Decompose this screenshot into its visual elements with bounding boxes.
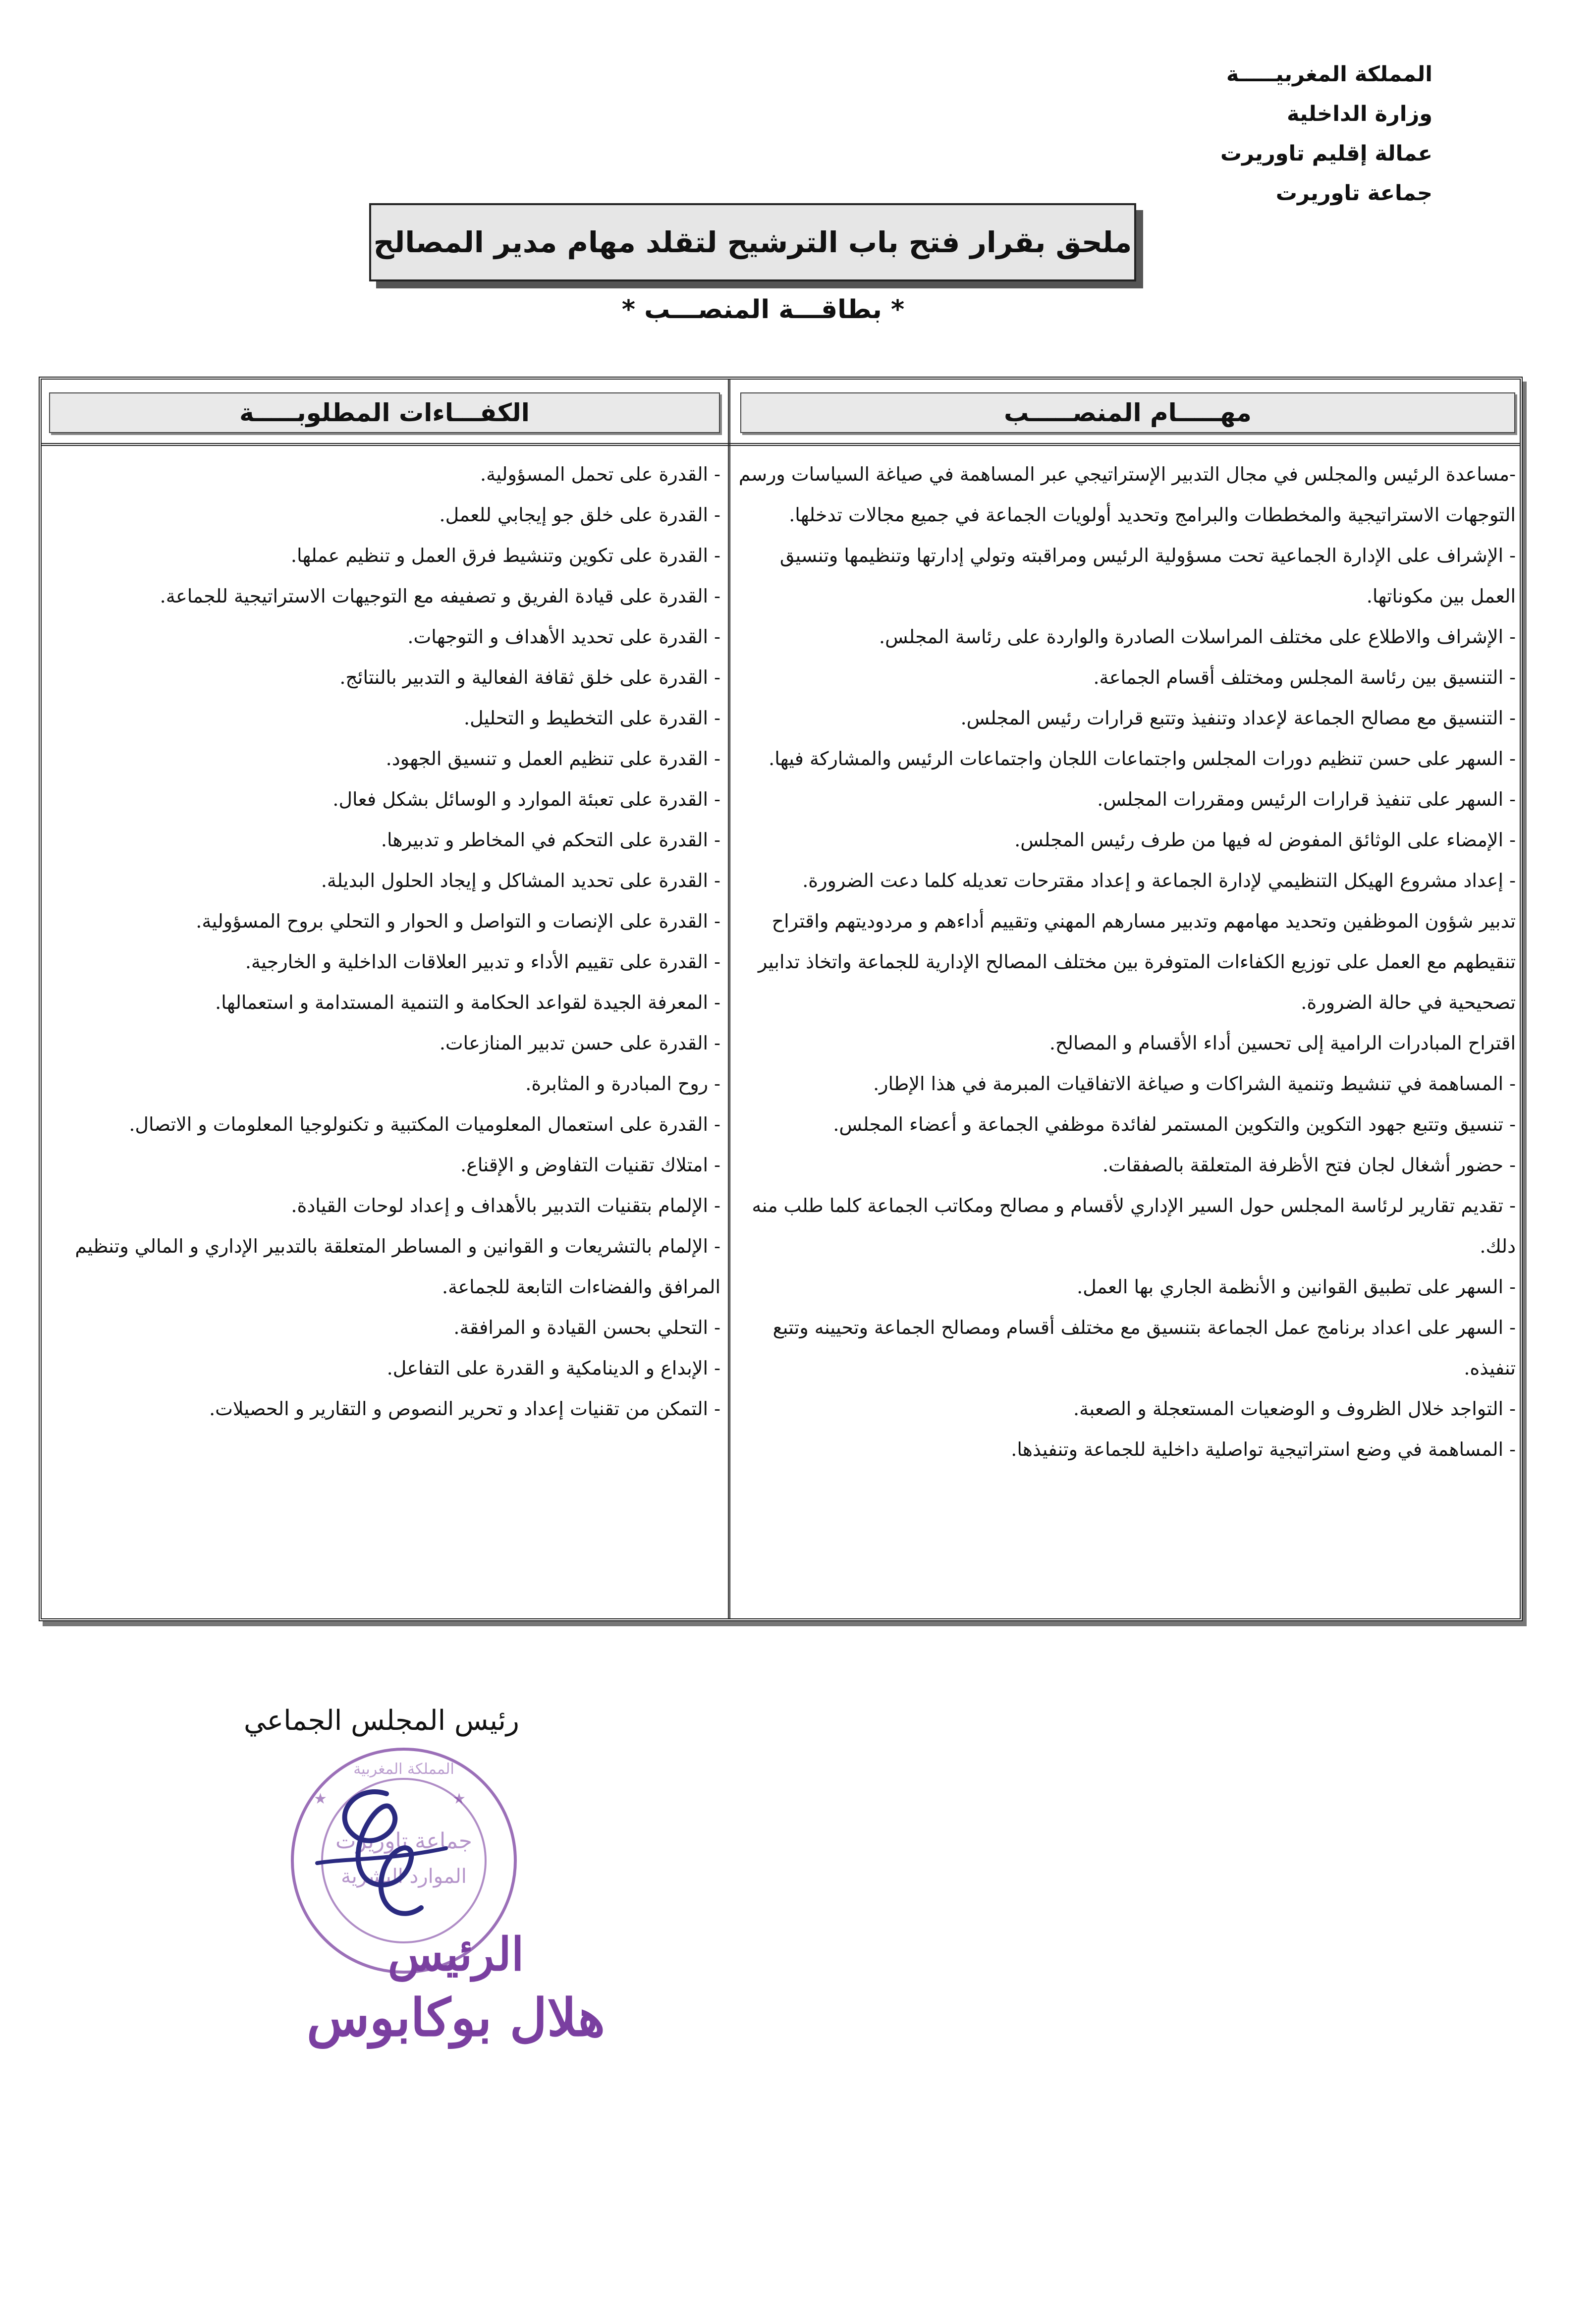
duty-item: - السهر على حسن تنظيم دورات المجلس واجتماعات اللجان واجتماعات الرئيس والمشاركة فيها. [769,748,1516,770]
competency-item: - القدرة على تنظيم العمل و تنسيق الجهود. [385,748,720,770]
competency-item: - القدرة على تكوين وتنشيط فرق العمل و تنظيم عملها. [290,545,720,566]
duty-item: - السهر على تطبيق القوانين و الأنظمة الجاري بها العمل. [1077,1276,1516,1298]
duty-item: - حضور أشغال لجان فتح الأظرفة المتعلقة بالصفقات. [1102,1154,1516,1176]
duty-item: - التنسيق بين رئاسة المجلس ومختلف أقسام الجماعة. [1093,666,1516,688]
competency-item: - التمكن من تقنيات إعداد و تحرير النصوص و التقارير و الحصيلات. [209,1398,720,1420]
competency-item: - القدرة على حسن تدبير المنازعات. [439,1032,720,1054]
competency-item: - الإلمام بالتشريعات و القوانين و المساطر المتعلقة بالتدبير الإداري و المالي وتنظيم المرافق والفضاءات التابعة للجماعة. [75,1235,720,1298]
stamp-president-label: الرئيس [387,1928,524,1981]
duty-item: - تقديم تقارير لرئاسة المجلس حول السير الإداري لأقسام و مصالح ومكاتب الجماعة كلما طلب منه دلك. [752,1195,1516,1257]
competencies-list [49,454,720,1429]
document-title: ملحق بقرار فتح باب الترشيح لتقلد مهام مدير المصالح [373,225,1132,259]
competency-item: - القدرة على التخطيط و التحليل. [464,707,720,729]
handwritten-signature [258,1774,505,1932]
duty-item: - التواجد خلال الظروف و الوضعيات المستعجلة و الصعبة. [1073,1398,1516,1420]
duty-item: - المساهمة في وضع استراتيجية تواصلية داخلية للجماعة وتنفيذها. [1011,1438,1516,1460]
competency-item: - امتلاك تقنيات التفاوض و الإقناع. [460,1154,720,1176]
duty-item: - المساهمة في تنشيط وتنمية الشراكات و صياغة الاتفاقيات المبرمة في هذا الإطار. [873,1073,1516,1095]
letterhead-prefecture: عمالة إقليم تاوريرت [1220,141,1432,166]
competency-item: - المعرفة الجيدة لقواعد الحكامة و التنمية المستدامة و استعمالها. [215,992,720,1013]
competency-item: - القدرة على الإنصات و التواصل و الحوار و التحلي بروح المسؤولية. [196,910,720,932]
letterhead-kingdom: المملكة المغربيـــــة [1226,62,1432,87]
duties-list [735,454,1516,1470]
duty-item: - السهر على تنفيذ قرارات الرئيس ومقررات المجلس. [1097,788,1516,810]
svg-text:جماعة تاوريرت: جماعة تاوريرت [335,1828,472,1854]
competency-item: - القدرة على قيادة الفريق و تصفيفه مع التوجيهات الاستراتيجية للجماعة. [160,585,720,607]
duties-column-header: مهـــــام المنصـــــب [740,392,1515,433]
competency-item: - القدرة على تقييم الأداء و تدبير العلاقات الداخلية و الخارجية. [245,951,720,973]
signer-title: رئيس المجلس الجماعي [244,1705,519,1737]
duty-item: - التنسيق مع مصالح الجماعة لإعداد وتنفيذ وتتبع قرارات رئيس المجلس. [960,707,1516,729]
letterhead [987,55,1432,213]
duty-item: - الإشراف على الإدارة الجماعية تحت مسؤولية الرئيس ومراقبته وتولي إدارتها وتنظيمها وتنسيق العمل بين مكوناتها. [779,545,1516,607]
competency-item: - القدرة على تعبئة الموارد و الوسائل بشكل فعال. [332,788,720,810]
document-title-box [369,203,1136,281]
competency-item: - القدرة على التحكم في المخاطر و تدبيرها. [381,829,720,851]
duty-item: - تنسيق وتتبع جهود التكوين والتكوين المستمر لفائدة موظفي الجماعة و أعضاء المجلس. [833,1113,1516,1135]
competency-item: - التحلي بحسن القيادة و المرافقة. [453,1317,720,1338]
competencies-column-header: الكفـــاءات المطلوبـــــة [49,392,720,433]
svg-text:الموارد البشرية: الموارد البشرية [341,1865,467,1888]
duty-item: - الإمضاء على الوثائق المفوض له فيها من طرف رئيس المجلس. [1014,829,1516,851]
duty-item: - الإشراف والاطلاع على مختلف المراسلات الصادرة والواردة على رئاسة المجلس. [879,626,1516,648]
svg-text:المملكة المغربية: المملكة المغربية [353,1761,454,1778]
stamp-president-name: هلال بوكابوس [306,1987,605,2048]
competency-item: - روح المبادرة و المثابرة. [525,1073,720,1095]
competency-item: - الإبداع و الدينامكية و القدرة على التفاعل. [386,1357,720,1379]
duty-item: - السهر على اعداد برنامج عمل الجماعة بتنسيق مع مختلف أقسام ومصالح الجماعة وتحيينه وتتبع تنفيذه. [772,1317,1516,1379]
svg-text:★: ★ [452,1790,466,1808]
document-subtitle: * بطاقـــة المنصـــب * [621,295,905,325]
duty-item: - إعداد مشروع الهيكل التنظيمي لإدارة الجماعة و إعداد مقترحات تعديله كلما دعت الضرورة. [802,870,1516,891]
header-divider [42,443,1520,446]
letterhead-commune: جماعة تاوريرت [1275,181,1432,206]
competency-item: - القدرة على تحديد الأهداف و التوجهات. [407,626,720,648]
competency-item: - القدرة على تحديد المشاكل و إيجاد الحلول البديلة. [321,870,720,891]
letterhead-ministry: وزارة الداخلية [1287,102,1432,126]
competency-item: - القدرة على خلق ثقافة الفعالية و التدبير بالنتائج. [339,666,720,688]
duty-item: -مساعدة الرئيس والمجلس في مجال التدبير الإستراتيجي عبر المساهمة في صياغة السياسات ورسم التوجهات الاستراتيجية والمخططات والبرامج وتحديد أولويات الجماعة في جميع مجالات تدخلها. [738,463,1516,526]
competency-item: - القدرة على خلق جو إيجابي للعمل. [439,504,720,526]
duty-item: اقتراح المبادرات الرامية إلى تحسين أداء الأقسام و المصالح. [1049,1032,1516,1054]
duty-item: تدبير شؤون الموظفين وتحديد مهامهم وتدبير مسارهم المهني وتقييم أداءهم و مردوديتهم واقتراح تنقيطهم مع العمل على توزيع الكفاءات المتوفرة بين مختلف المصالح الإدارية للجماعة واتخاذ تدابير تصحيحية في حالة الضرورة. [758,910,1516,1013]
svg-text:★: ★ [314,1790,327,1808]
competency-item: - القدرة على استعمال المعلوميات المكتبية و تكنولوجيا المعلومات و الاتصال. [129,1113,720,1135]
competency-item: - الإلمام بتقنيات التدبير بالأهداف و إعداد لوحات القيادة. [291,1195,720,1216]
job-card-table [39,377,1523,1621]
column-divider [728,380,730,1618]
competency-item: - القدرة على تحمل المسؤولية. [480,463,720,485]
